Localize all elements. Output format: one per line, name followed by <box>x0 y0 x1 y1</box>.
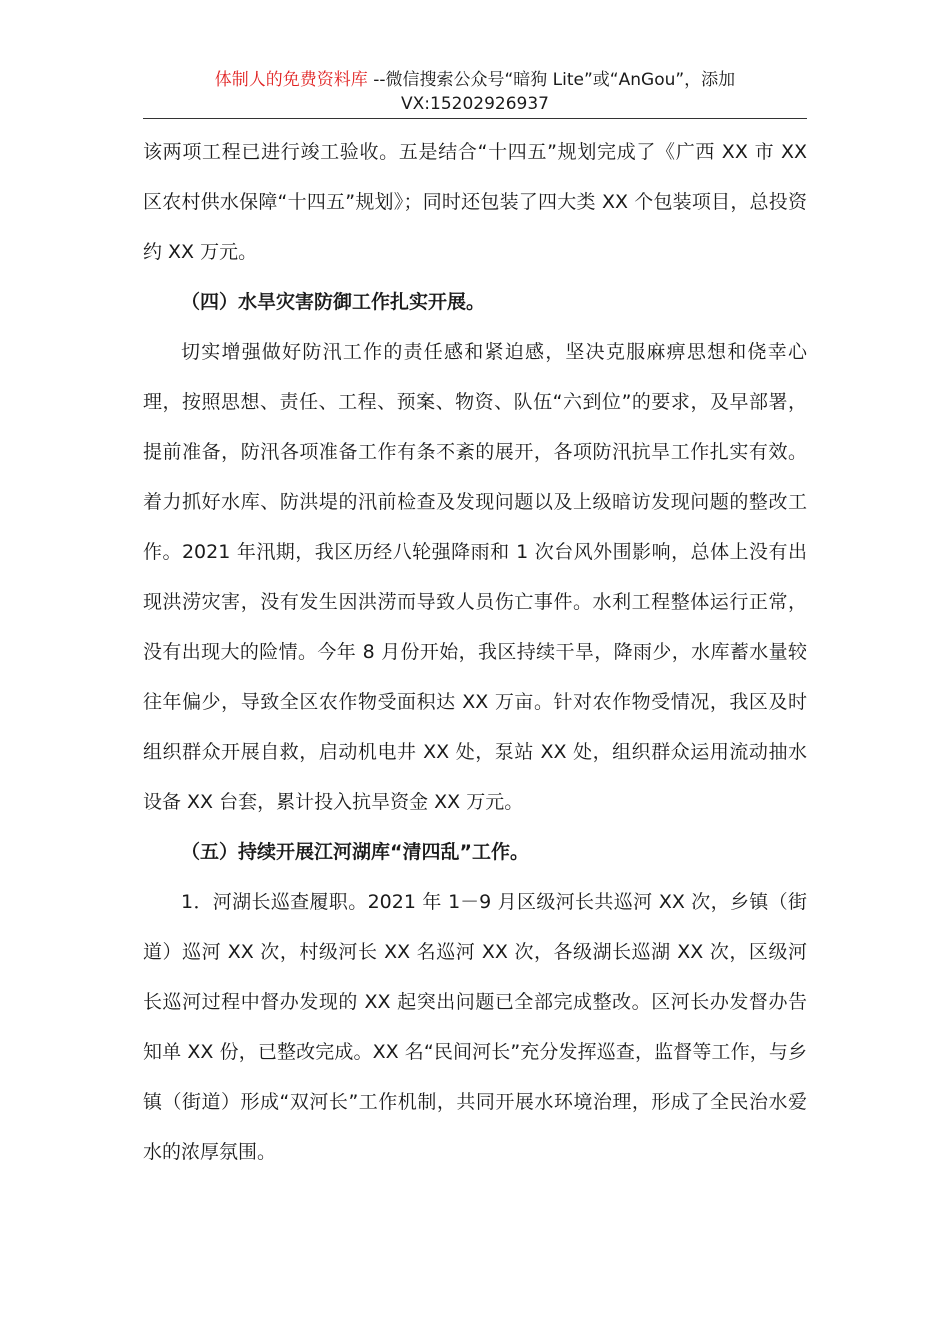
paragraph-river-chief: 1．河湖长巡查履职。2021 年 1－9 月区级河长共巡河 XX 次，乡镇（街道）巡河 XX 次，村级河长 XX 名巡河 XX 次，各级湖长巡湖 XX 次，区级河长巡河过程中督办发现的 XX 起突出问题已全部完成整改。区河长办发督办告知单 XX 份，已整改完成。XX 名“民间河长”充分发挥巡查，监督等工作，与乡镇（街道）形成“双河长”工作机制，共同开展水环境治理，形成了全民治水爱水的浓厚氛围。 <box>143 891 807 1163</box>
header-brand: 体制人的免费资料库 <box>214 70 368 90</box>
section-heading-4: （四）水旱灾害防御工作扎实开展。 <box>181 291 486 313</box>
header-divider <box>143 118 807 119</box>
header-promo: --微信搜索公众号“暗狗 Lite”或“AnGou”，添加 <box>367 70 736 90</box>
document-body <box>143 127 807 1177</box>
section-heading-5: （五）持续开展江河湖库“清四乱”工作。 <box>181 841 529 863</box>
header-contact: VX:15202926937 <box>401 94 549 114</box>
header-line-1 <box>143 68 807 92</box>
paragraph-flood-control: 切实增强做好防汛工作的责任感和紧迫感，坚决克服麻痹思想和侥幸心理，按照思想、责任、工程、预案、物资、队伍“六到位”的要求，及早部署，提前准备，防汛各项准备工作有条不紊的展开，各项防汛抗旱工作扎实有效。着力抓好水库、防洪堤的汛前检查及发现问题以及上级暗访发现问题的整改工作。2021 年汛期，我区历经八轮强降雨和 1 次台风外围影响，总体上没有出现洪涝灾害，没有发生因洪涝而导致人员伤亡事件。水利工程整体运行正常，没有出现大的险情。今年 8 月份开始，我区持续干旱，降雨少，水库蓄水量较往年偏少，导致全区农作物受面积达 XX 万亩。针对农作物受情况，我区及时组织群众开展自救，启动机电井 XX 处，泵站 XX 处，组织群众运用流动抽水设备 XX 台套，累计投入抗旱资金 XX 万元。 <box>143 341 807 813</box>
page-header <box>143 68 807 116</box>
paragraph-continuation: 该两项工程已进行竣工验收。五是结合“十四五”规划完成了《广西 XX 市 XX 区农村供水保障“十四五”规划》；同时还包装了四大类 XX 个包装项目，总投资约 XX 万元。 <box>143 141 807 263</box>
